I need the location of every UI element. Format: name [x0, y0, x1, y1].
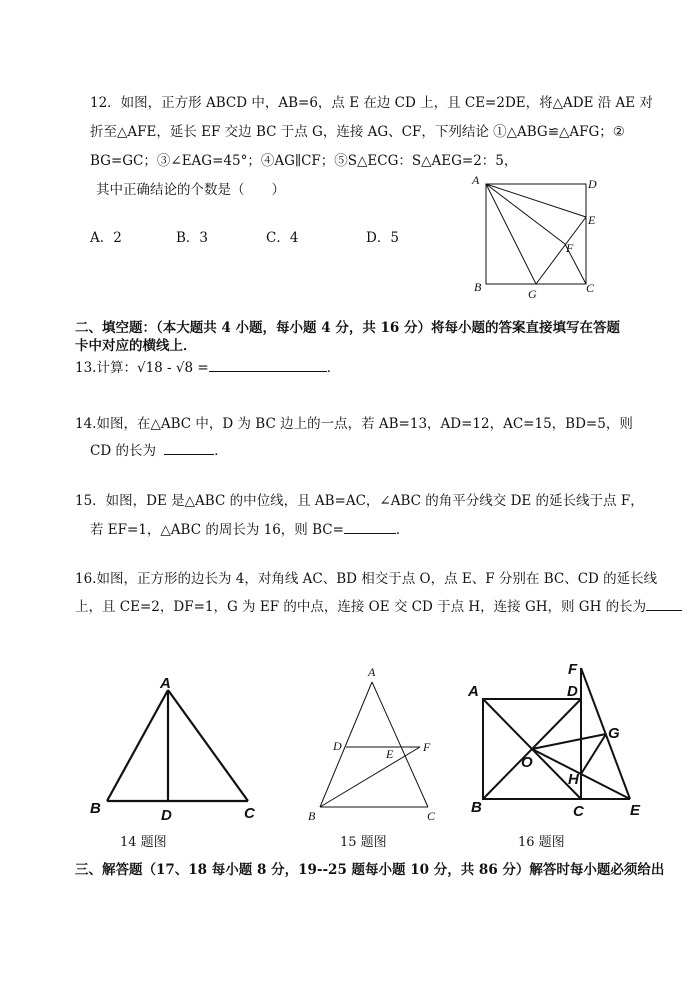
q12-label-f: F — [566, 241, 574, 255]
q14-end: ． — [214, 443, 228, 459]
fig16-label-o: O — [521, 754, 533, 771]
figure-15 — [302, 664, 452, 854]
fig16-label-c: C — [573, 803, 584, 820]
q13-equals: = — [197, 360, 209, 376]
q12-label-g: G — [528, 287, 537, 301]
fig16-label-e: E — [630, 802, 641, 819]
fig16-label-g: G — [608, 725, 620, 742]
q15-answer-blank[interactable] — [344, 532, 396, 534]
fig14-label-a: A — [160, 675, 171, 692]
fig14-side-ab — [107, 690, 168, 801]
q13-end: ． — [326, 360, 341, 376]
fig16-label-a: A — [468, 683, 479, 700]
q12-line-2: 折至△AFE，延长 EF 交边 BC 于点 G，连接 AG、CF，下列结论 ①△ABG≌△AFG；② — [90, 124, 625, 140]
q13-prefix: 13.计算： — [75, 360, 137, 376]
q16-answer-blank[interactable] — [646, 609, 682, 611]
fig16-label-d: D — [567, 683, 578, 700]
q12-figure — [470, 173, 600, 301]
q12-label-c: C — [586, 281, 595, 295]
q14-line-2-text: CD 的长为 — [90, 443, 156, 459]
q16-line-2 — [75, 597, 682, 617]
q16-line-1: 16.如图，正方形的边长为 4，对角线 AC、BD 相交于点 O，点 E、F 分别在 BC、CD 的延长线 — [75, 571, 658, 587]
q14-answer-blank[interactable] — [164, 453, 214, 455]
q12-line-ae — [486, 184, 586, 217]
q13-answer-blank[interactable] — [209, 370, 327, 372]
fig16-caption: 16 题图 — [518, 835, 565, 850]
fig16-label-f: F — [568, 661, 578, 678]
q12-line-ag — [486, 184, 536, 284]
q12-label-b: B — [474, 280, 482, 294]
q12-option-a: A．2 — [90, 230, 122, 246]
q12-line-af — [486, 184, 565, 244]
fig15-side-ab — [320, 682, 372, 807]
fig15-bisector-bf — [320, 747, 420, 807]
q15-line-2 — [90, 520, 409, 540]
q13-expression: √18 - √8 — [136, 360, 194, 376]
section-2-header-line-1: 二、填空题：（本大题共 4 小题，每小题 4 分，共 16 分）将每小题的答案直接填写在答题 — [75, 320, 621, 336]
fig15-label-f: F — [423, 740, 431, 754]
fig14-side-ac — [168, 690, 248, 801]
fig14-label-c: C — [244, 805, 255, 822]
fig16-line-hg — [581, 734, 606, 774]
q12-square — [486, 184, 586, 284]
q12-line-4: 其中正确结论的个数是（ ） — [96, 182, 285, 198]
q14-line-2 — [90, 441, 228, 461]
q12-label-a: A — [472, 173, 480, 187]
q12-label-d: D — [588, 177, 597, 191]
section-2-header-line-2: 卡中对应的横线上． — [75, 338, 197, 354]
q16-line-2-text: 上，且 CE=2，DF=1，G 为 EF 的中点，连接 OE 交 CD 于点 H，连接 GH，则 GH 的长为 — [75, 599, 647, 615]
fig16-label-b: B — [471, 799, 482, 816]
fig16-label-h: H — [568, 771, 579, 788]
q15-line-2-text: 若 EF=1，△ABC 的周长为 16，则 BC= — [90, 522, 344, 538]
q12-option-c: C．4 — [266, 230, 299, 246]
q12-line-1: 12．如图，正方形 ABCD 中，AB=6，点 E 在边 CD 上，且 CE=2DE，将△ADE 沿 AE 对 — [90, 95, 653, 111]
fig15-caption: 15 题图 — [340, 835, 387, 850]
q12-line-3: BG=GC；③∠EAG=45°；④AG∥CF；⑤S△ECG：S△AEG=2：5， — [90, 153, 518, 169]
fig15-label-b: B — [308, 809, 316, 823]
q14-line-1: 14.如图，在△ABC 中，D 为 BC 边上的一点，若 AB=13，AD=12，AC=15，BD=5，则 — [75, 416, 633, 432]
figure-14 — [90, 676, 270, 856]
fig15-side-ac — [372, 682, 428, 807]
q15-end: ． — [395, 522, 410, 538]
fig15-label-a: A — [368, 665, 376, 679]
fig14-caption: 14 题图 — [120, 835, 167, 850]
figure-16 — [466, 660, 656, 854]
q12-option-b: B．3 — [176, 230, 209, 246]
q12-label-e: E — [588, 213, 596, 227]
fig14-label-d: D — [161, 807, 172, 824]
fig15-label-c: C — [427, 809, 436, 823]
fig15-label-e: E — [386, 747, 394, 761]
fig15-label-d: D — [333, 739, 342, 753]
fig14-label-b: B — [90, 800, 101, 817]
q13 — [75, 358, 340, 378]
section-3-header-line-1: 三、解答题（17、18 每小题 8 分，19--25 题每小题 10 分，共 86 分）解答时每小题必须给出 — [75, 862, 665, 878]
q15-line-1: 15．如图，DE 是△ABC 的中位线，且 AB=AC，∠ABC 的角平分线交 DE 的延长线于点 F， — [75, 493, 644, 509]
q12-option-d: D．5 — [366, 230, 399, 246]
